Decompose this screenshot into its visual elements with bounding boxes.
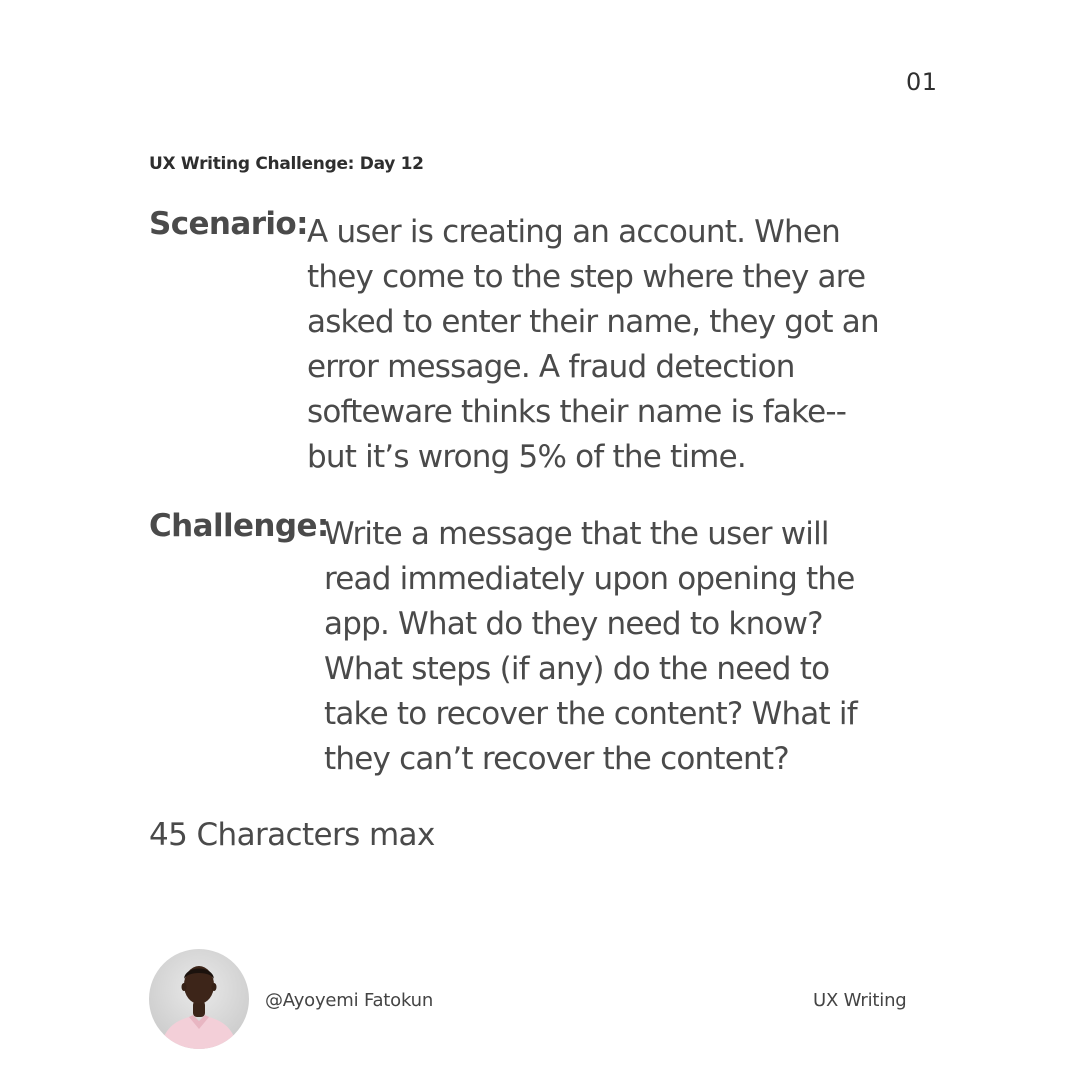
scenario-line: A user is creating an account. When [307, 214, 840, 250]
challenge-label: Challenge: [149, 508, 329, 544]
challenge-text [324, 512, 857, 782]
page-number: 01 [906, 68, 938, 96]
challenge-line: read immediately upon opening the [324, 561, 855, 597]
challenge-line: they can’t recover the content? [324, 741, 789, 777]
author-photo-icon [149, 949, 249, 1049]
character-limit: 45 Characters max [149, 817, 435, 853]
scenario-section [149, 206, 879, 480]
scenario-line: asked to enter their name, they got an [307, 304, 879, 340]
scenario-line: but it’s wrong 5% of the time. [307, 439, 746, 475]
topic-tag: UX Writing [813, 990, 907, 1011]
challenge-line: take to recover the content? What if [324, 696, 857, 732]
challenge-title: UX Writing Challenge: Day 12 [149, 154, 424, 174]
author-avatar [149, 949, 249, 1049]
scenario-line: they come to the step where they are [307, 259, 866, 295]
challenge-section [149, 508, 857, 782]
challenge-line: What steps (if any) do the need to [324, 651, 830, 687]
challenge-line: app. What do they need to know? [324, 606, 823, 642]
scenario-line: softeware thinks their name is fake-- [307, 394, 847, 430]
scenario-label: Scenario: [149, 206, 308, 242]
author-handle: @Ayoyemi Fatokun [265, 990, 434, 1011]
scenario-text [307, 210, 879, 480]
scenario-line: error message. A fraud detection [307, 349, 795, 385]
challenge-line: Write a message that the user will [324, 516, 829, 552]
